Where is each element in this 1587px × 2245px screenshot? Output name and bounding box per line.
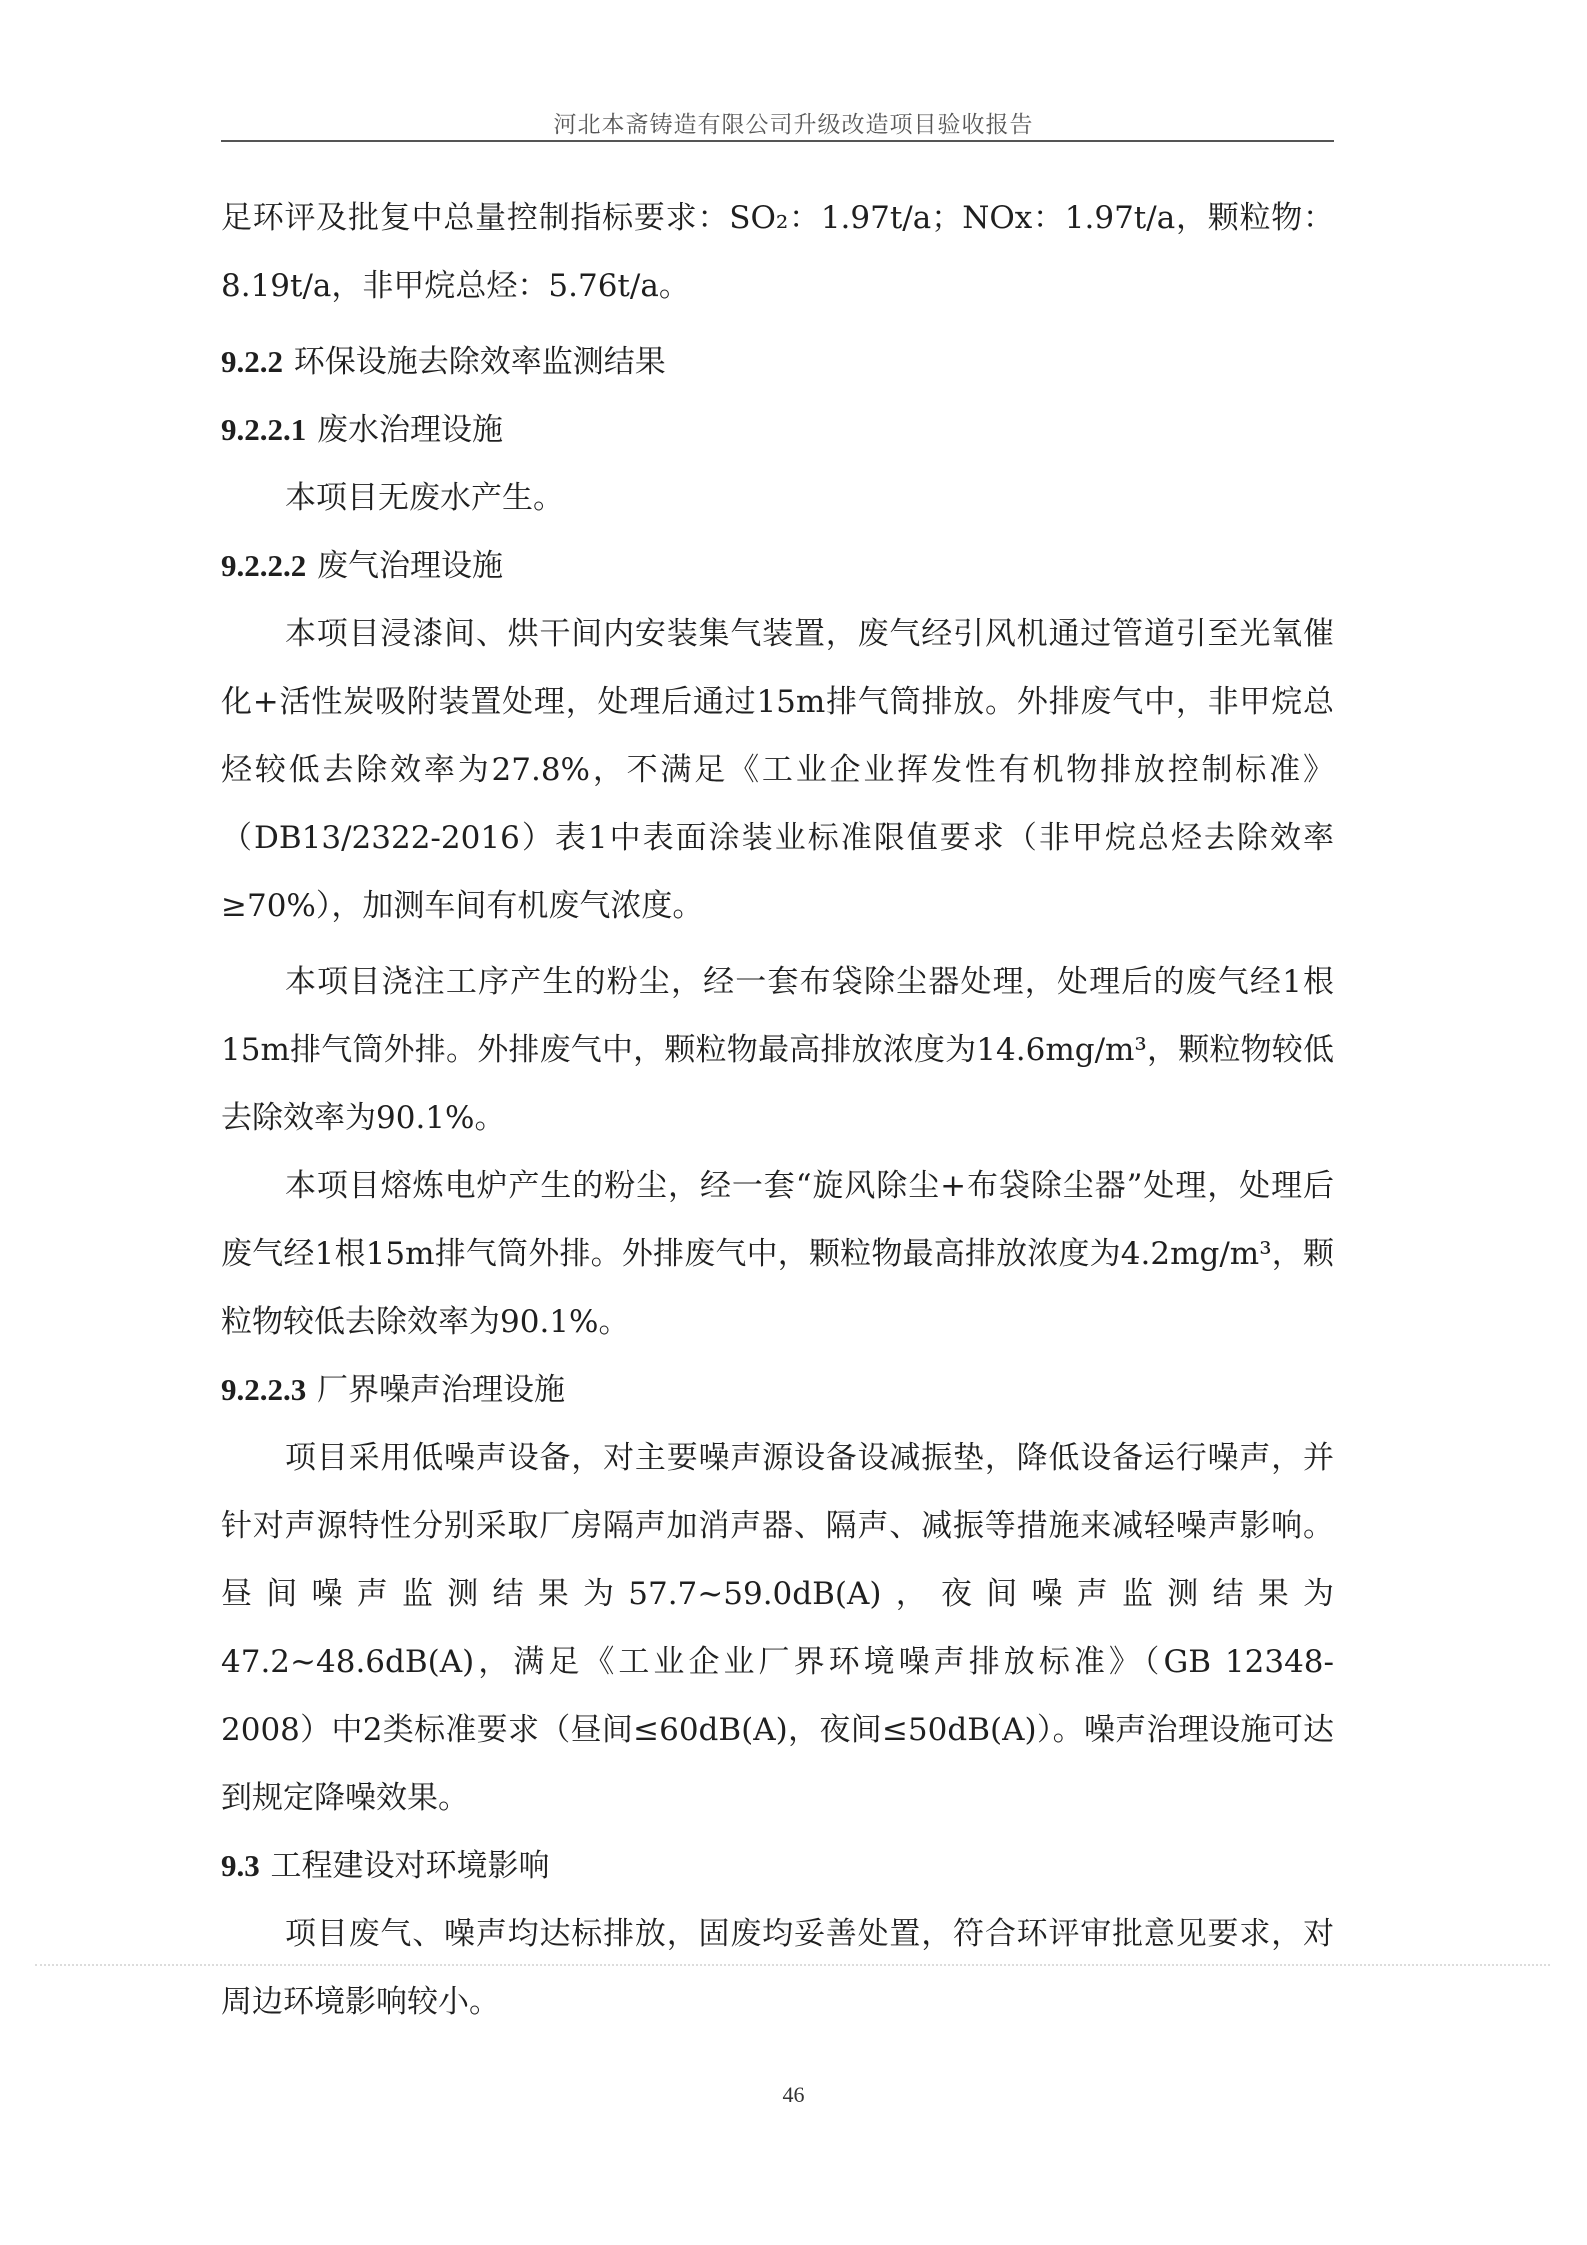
paragraph-emission-totals: 足环评及批复中总量控制指标要求：SO₂：1.97t/a；NOx：1.97t/a，颗粒物：8.19t/a，非甲烷总烃：5.76t/a。: [221, 200, 1334, 304]
heading-9-2-2-2: [221, 532, 1334, 600]
paragraph-exhaust-smelting: 本项目熔炼电炉产生的粉尘，经一套“旋风除尘+布袋除尘器”处理，处理后废气经1根15m排气筒外排。外排废气中，颗粒物最高排放浓度为4.2mg/m³，颗粒物较低去除效率为90.1%。: [221, 1168, 1334, 1340]
running-header: 河北本斋铸造有限公司升级改造项目验收报告: [553, 112, 1034, 138]
heading-number: 9.3: [221, 1848, 260, 1883]
paragraph-environmental-impact: 项目废气、噪声均达标排放，固废均妥善处置，符合环评审批意见要求，对周边环境影响较小。: [221, 1916, 1334, 2020]
heading-text: 废水治理设施: [317, 412, 504, 448]
heading-number: 9.2.2.3: [221, 1372, 307, 1407]
heading-text: 环保设施去除效率监测结果: [293, 344, 666, 380]
page-content: [221, 184, 1334, 2036]
paragraph-noise: 项目采用低噪声设备，对主要噪声源设备设减振垫，降低设备运行噪声，并针对声源特性分别采取厂房隔声加消声器、隔声、减振等措施来减轻噪声影响。昼间噪声监测结果为57.7~59.0dB(A)，夜间噪声监测结果为47.2~48.6dB(A)，满足《工业企业厂界环境噪声排放标准》（GB 12348-2008）中2类标准要求（昼间≤60dB(A)，夜间≤50dB(A)）。噪声治理设施可达到规定降噪效果。: [221, 1440, 1334, 1816]
paragraph-exhaust-paint: 本项目浸漆间、烘干间内安装集气装置，废气经引风机通过管道引至光氧催化+活性炭吸附装置处理，处理后通过15m排气筒排放。外排废气中，非甲烷总烃较低去除效率为27.8%，不满足《工业企业挥发性有机物排放控制标准》（DB13/2322-2016）表1中表面涂装业标准限值要求（非甲烷总烃去除效率≥70%），加测车间有机废气浓度。: [221, 616, 1334, 924]
page-number: 46: [782, 2082, 805, 2107]
heading-text: 工程建设对环境影响: [270, 1848, 550, 1884]
heading-text: 厂界噪声治理设施: [317, 1372, 566, 1408]
heading-9-2-2-3: [221, 1356, 1334, 1424]
heading-9-2-2-1: [221, 396, 1334, 464]
paragraph-exhaust-casting: 本项目浇注工序产生的粉尘，经一套布袋除尘器处理，处理后的废气经1根15m排气筒外排。外排废气中，颗粒物最高排放浓度为14.6mg/m³，颗粒物较低去除效率为90.1%。: [221, 964, 1334, 1136]
heading-number: 9.2.2: [221, 344, 283, 379]
heading-text: 废气治理设施: [317, 548, 504, 584]
heading-9-3: [221, 1832, 1334, 1900]
paragraph-wastewater: 本项目无废水产生。: [285, 480, 564, 516]
heading-number: 9.2.2.1: [221, 412, 307, 447]
header-rule: [221, 140, 1334, 142]
scan-artifact-line: [35, 1964, 1550, 1966]
heading-number: 9.2.2.2: [221, 548, 307, 583]
heading-9-2-2: [221, 328, 1334, 396]
